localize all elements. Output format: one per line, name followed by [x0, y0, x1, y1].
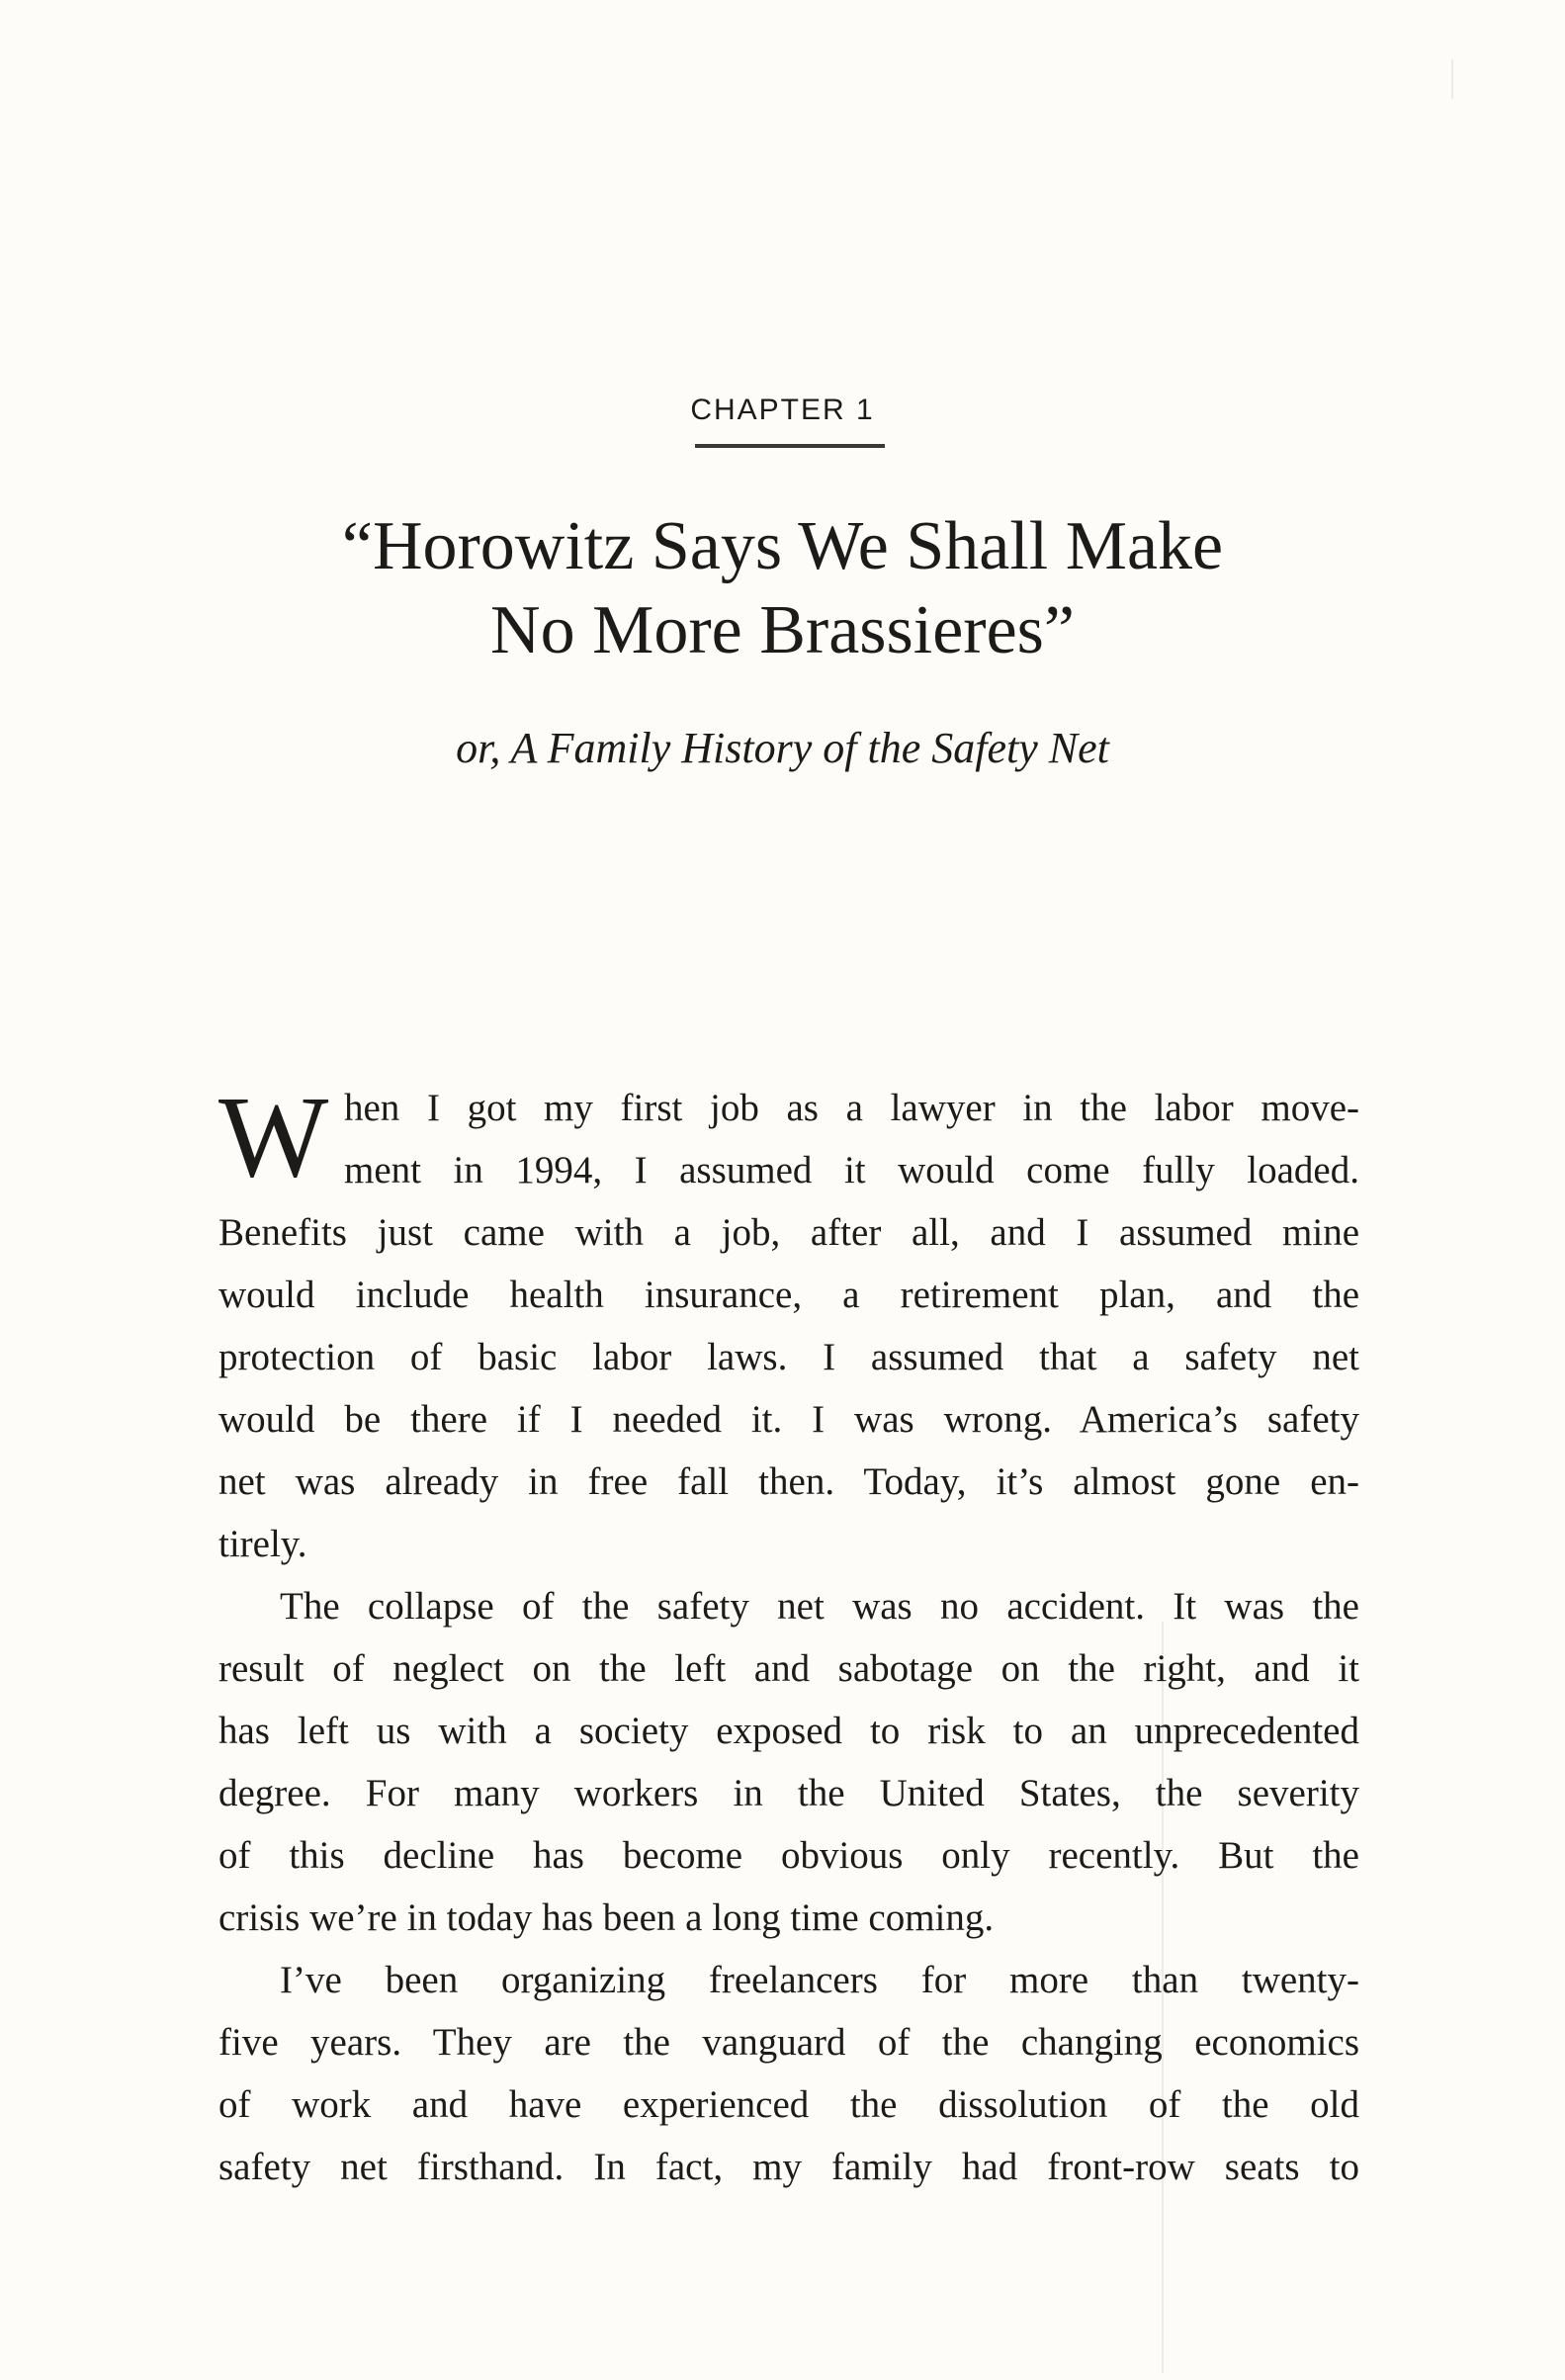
text-line: hen I got my first job as a lawyer in the labor move-: [344, 1087, 1359, 1129]
drop-cap: W: [218, 1072, 329, 1201]
text-line: protection of basic labor laws. I assumed that a safety net: [218, 1336, 1359, 1378]
text-line: ment in 1994, I assumed it would come fully loaded.: [344, 1149, 1359, 1191]
paragraph-1: [218, 1072, 1359, 1575]
text-line: would be there if I needed it. I was wrong. America’s safety: [218, 1398, 1359, 1441]
text-line: The collapse of the safety net was no accident. It was the: [280, 1585, 1359, 1628]
text-line: crisis we’re in today has been a long time coming.: [218, 1896, 995, 1939]
text-line: tirely.: [218, 1523, 307, 1565]
text-line: degree. For many workers in the United States, the severity: [218, 1772, 1359, 1814]
paragraph-3: [218, 1949, 1359, 2198]
text-line: result of neglect on the left and sabotage on the right, and it: [218, 1647, 1359, 1690]
text-line: of this decline has become obvious only recently. But the: [218, 1834, 1359, 1877]
text-line: safety net firsthand. In fact, my family had front-row seats to: [218, 2146, 1359, 2188]
body-text: [218, 1072, 1359, 2198]
chapter-subtitle: or, A Family History of the Safety Net: [456, 724, 1109, 772]
scan-speck: [1451, 59, 1453, 99]
text-line: five years. They are the vanguard of the changing economics: [218, 2021, 1359, 2064]
text-line: would include health insurance, a retirement plan, and the: [218, 1274, 1359, 1316]
chapter-title: [0, 504, 1565, 672]
text-line: of work and have experienced the dissolution of the old: [218, 2083, 1359, 2126]
text-line: I’ve been organizing freelancers for more than twenty-: [280, 1959, 1359, 2001]
chapter-rule: [695, 444, 885, 448]
chapter-title-line: No More Brassieres”: [490, 592, 1075, 668]
paragraph-2: [218, 1575, 1359, 1949]
text-line: net was already in free fall then. Today, it’s almost gone en-: [218, 1460, 1359, 1503]
text-line: Benefits just came with a job, after all, and I assumed mine: [218, 1211, 1359, 1254]
chapter-title-line: “Horowitz Says We Shall Make: [341, 508, 1224, 584]
text-line: has left us with a society exposed to risk to an unprecedented: [218, 1710, 1359, 1752]
chapter-label: CHAPTER 1: [690, 394, 875, 426]
